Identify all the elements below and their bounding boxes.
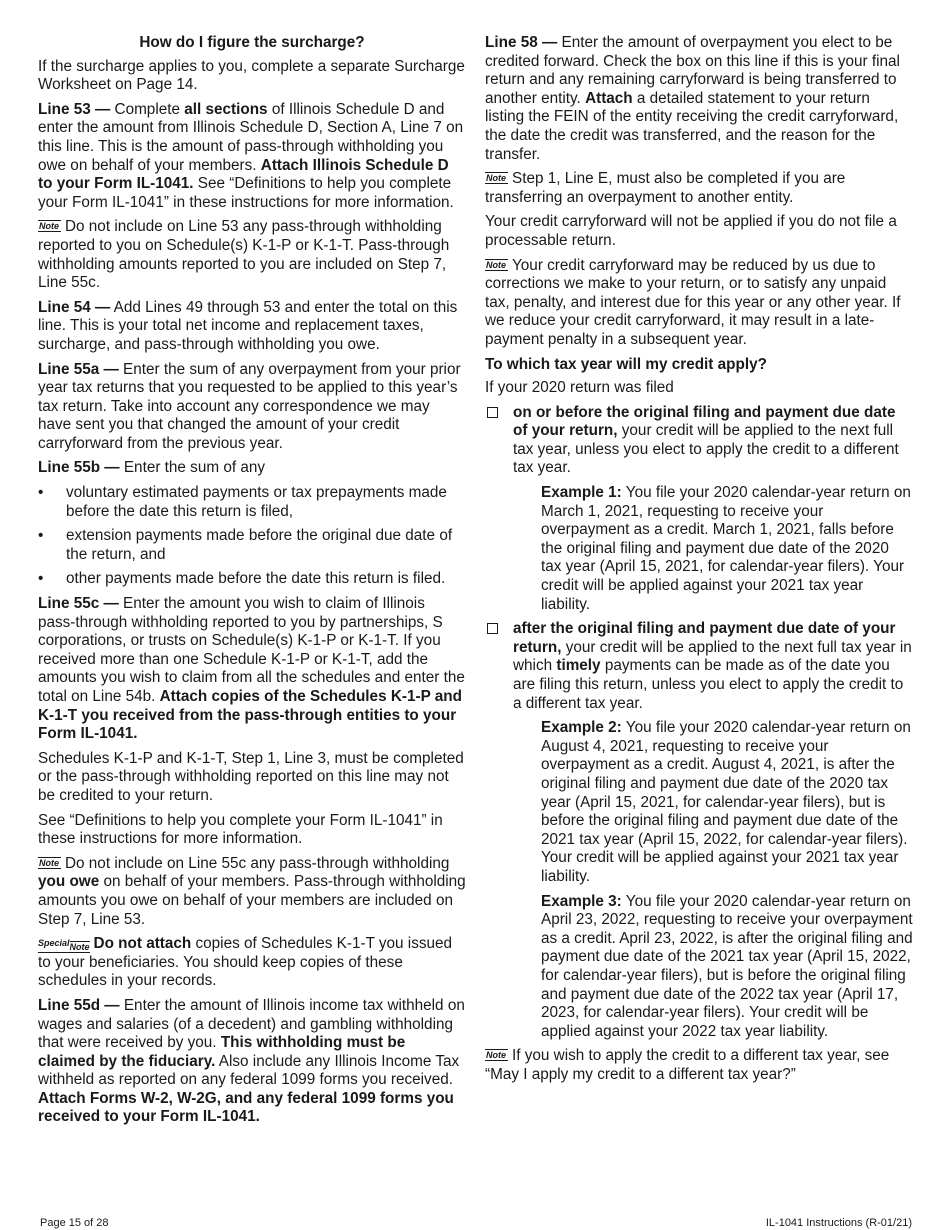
line55b-paragraph <box>38 459 466 478</box>
line53-label: Line 53 — <box>38 100 111 118</box>
line53-text-2: of Illinois Schedule D and enter the amount from Illinois Schedule D, Section A, Line 7 on this line. This is the amount of pass-through withholding you owe on behalf of your members. <box>38 100 464 174</box>
form-id: IL-1041 Instructions (R-01/21) <box>765 1217 912 1229</box>
example-1: Example 1: You file your 2020 calendar-year return on March 1, 2021, requesting to receive your overpayment as a credit. March 1, 2021, falls before the original filing and payment due date of the 2020 tax year (April 15, 2021, for calendar-year filers). Your credit will be applied against your 2021 tax year liability. <box>541 484 911 613</box>
page-number: Page 15 of 28 <box>40 1217 109 1229</box>
surcharge-intro: If the surcharge applies to you, complete a separate Surcharge Worksheet on Page 14. <box>38 57 465 94</box>
credit-year-heading: To which tax year will my credit apply? <box>485 355 767 373</box>
bullet-icon: • <box>38 570 44 588</box>
note-line55c: Note Do not include on Line 55c any pass-through withholding you owe on behalf of your members. Pass-through withholding amounts you owe on behalf of your members are included on Step 7, Line 53. <box>38 854 466 928</box>
left-column <box>38 34 466 1133</box>
note-icon: Note <box>486 173 506 184</box>
definitions-paragraph: See “Definitions to help you complete your Form IL-1041” in these instructions for more information. <box>38 811 443 848</box>
line55b-label: Line 55b — <box>38 459 120 477</box>
line55c-label: Line 55c — <box>38 595 119 613</box>
line53-bold-2: Attach Illinois Schedule D to your Form IL-1041. <box>38 156 449 193</box>
note-step1: Note Step 1, Line E, must also be completed if you are transferring an overpayment to another entity. <box>485 170 846 206</box>
line53-text-3: See “Definitions to help you complete your Form IL-1041” in these instructions for more information. <box>38 175 454 211</box>
line53-paragraph <box>38 101 466 213</box>
line54-label: Line 54 — <box>38 298 111 316</box>
bullet-icon: • <box>38 484 44 502</box>
option-after: after the original filing and payment due date of your return, your credit will be applied to the next full tax year in which timely payments can be made as of the date you are filing this return, unless you elect to apply the credit to a different tax year. <box>485 620 913 713</box>
bullet-icon: • <box>38 527 44 545</box>
line55c-paragraph <box>38 595 466 744</box>
line53-bold-1: all sections <box>184 100 268 118</box>
example-3: Example 3: You file your 2020 calendar-year return on April 23, 2022, requesting to receive your overpayment as a credit. April 23, 2022, is after the original filing and payment due date of the 2021 tax year (April 15, 2022, for calendar-year filers), but is before the original filing and payment due date of the 2022 tax year (April 17, 2023, for calendar-year filers). Your credit will be applied against your 2022 tax year liability. <box>541 892 913 1040</box>
special-note-icon: SpecialNote <box>38 938 90 953</box>
note-line53 <box>38 218 466 292</box>
note-reduce: Note Your credit carryforward may be reduced by us due to corrections we make to your return, or to satisfy any unpaid tax, penalty, and interest due for this year or any other year. If we reduce your credit carryforward, it may result in a late-payment penalty in a subsequent year. <box>485 256 901 348</box>
option-on-or-before: on or before the original filing and payment due date of your return, your credit will be applied to the next full tax year, unless you elect to apply the credit to a different tax year. <box>485 404 913 478</box>
nofile-paragraph: Your credit carryforward will not be applied if you do not file a processable return. <box>485 213 897 249</box>
line55b-bullets <box>38 484 466 589</box>
line55d-label: Line 55d — <box>38 996 120 1014</box>
list-item: • other payments made before the date this return is filed. <box>38 570 446 588</box>
surcharge-heading: How do I figure the surcharge? <box>139 34 365 51</box>
line55d-paragraph: Line 55d — Enter the amount of Illinois income tax withheld on wages and salaries (of a decedent) and gambling withholding that were received by you. This withholding must be claimed by the fiduciary. Also include any Illinois Income Tax withheld as reported on any federal 1099 forms you received. Attach Forms W-2, W-2G, and any federal 1099 forms you received to your Form IL-1041. <box>38 996 465 1126</box>
checkbox-icon <box>487 407 498 418</box>
line58-label: Line 58 — <box>485 34 558 51</box>
line54-text: Add Lines 49 through 53 and enter the total on this line. This is your total net income and replacement taxes, surcharge, and pass-through withholding you owe. <box>38 298 458 353</box>
special-note: SpecialNote Do not attach copies of Schedules K-1-T you issued to your beneficiaries. You should keep copies of these schedules in your records. <box>38 935 453 990</box>
list-item: • extension payments made before the original due date of the return, and <box>38 527 453 563</box>
line55b-text: Enter the sum of any <box>123 459 266 477</box>
note-icon: Note <box>39 857 59 868</box>
note-line53-text: Do not include on Line 53 any pass-through withholding reported to you on Schedule(s) K-1-P or K-1-T. Pass-through withholding amounts reported to you are included on Step 7, Line 55c. <box>38 218 450 292</box>
line55c-text: Enter the amount you wish to claim of Illinois pass-through withholding reported to you by partnerships, S corporations, or trusts on Schedule(s) K-1-P or K-1-T. If you received more than one Schedule K-1-P or K-1-T, add the amounts you wish to claim from all the schedules and enter the total on Line 54b. <box>38 595 465 705</box>
k1-paragraph: Schedules K-1-P and K-1-T, Step 1, Line 3, must be completed or the pass-through withholding reported on this line may not be credited to your return. <box>38 749 464 804</box>
checkbox-icon <box>487 623 498 634</box>
note-icon: Note <box>486 1050 506 1061</box>
note-different-year: Note If you wish to apply the credit to a different tax year, see “May I apply my credit to a different tax year?” <box>485 1047 890 1083</box>
line55a-text: Enter the sum of any overpayment from your prior year tax returns that you requested to be applied to this year’s tax return. Take into account any correspondence we may have sent you that changed the amount of your credit carryforward from the previous year. <box>38 360 461 452</box>
note-icon: Note <box>39 221 59 232</box>
line58-paragraph: Line 58 — Enter the amount of overpayment you elect to be credited forward. Check the box on this line if this is your final return and any remaining carryforward is being transferred to another entity. Attach a detailed statement to your return listing the FEIN of the entity receiving the credit carryforward, the date the credit was transferred, and the reason for the transfer. <box>485 34 900 163</box>
note-icon: Note <box>486 259 506 270</box>
line53-text-1: Complete <box>114 100 180 118</box>
right-column <box>485 34 913 1090</box>
line55a-label: Line 55a — <box>38 360 119 378</box>
line54-paragraph <box>38 299 466 355</box>
line55a-paragraph <box>38 361 466 454</box>
example-2: Example 2: You file your 2020 calendar-year return on August 4, 2021, requesting to receive your overpayment as a credit. August 4, 2021, is after the original filing and payment due date of the 2020 tax year (April 15, 2021, for calendar-year filers), but is before the original filing and payment due date of the 2021 tax year (April 15, 2022, for calendar-year filers). Your credit will be applied against your 2021 tax year liability. <box>541 719 911 885</box>
filed-intro: If your 2020 return was filed <box>485 379 674 397</box>
line55c-bold: Attach copies of the Schedules K-1-P and K-1-T you received from the pass-through entities to your Form IL-1041. <box>38 688 462 743</box>
list-item: • voluntary estimated payments or tax prepayments made before the date this return is filed, <box>38 484 447 520</box>
